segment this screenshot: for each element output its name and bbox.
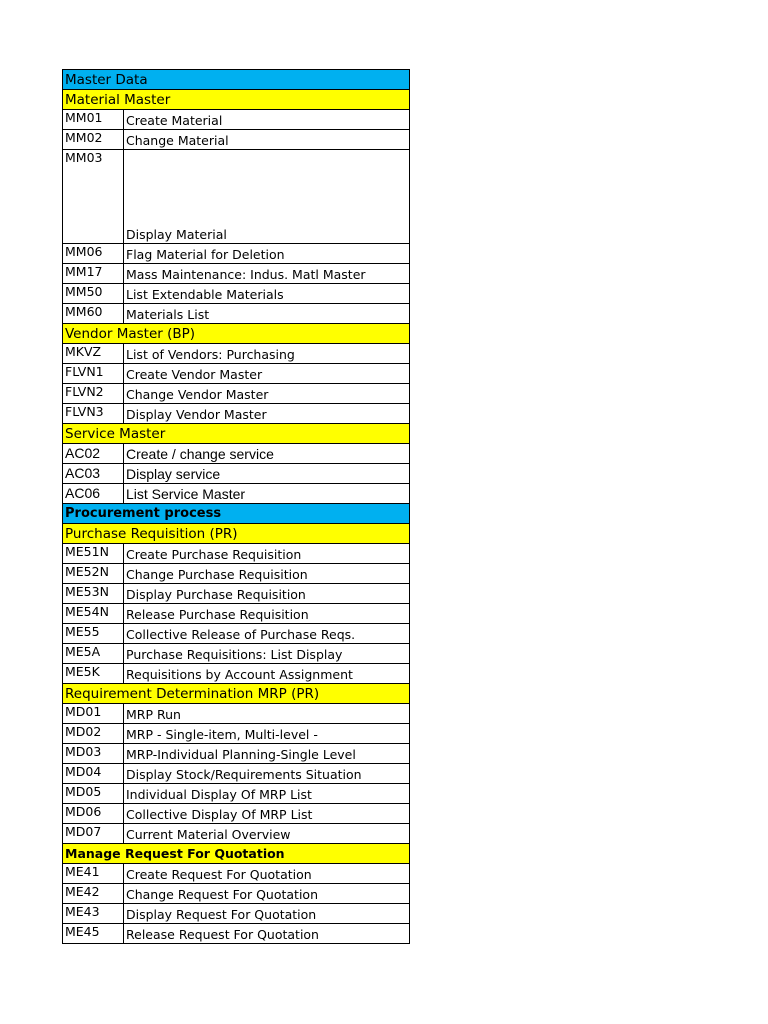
- description-cell: Create Request For Quotation: [124, 864, 410, 883]
- table-row: [63, 264, 410, 284]
- tcode-cell: MM06: [63, 244, 124, 263]
- section-vendor-master: [63, 324, 410, 344]
- section-label: Requirement Determination MRP (PR): [63, 684, 410, 703]
- tcode-cell: ME5A: [63, 644, 124, 663]
- tcode-cell: ME53N: [63, 584, 124, 603]
- description-cell: Change Material: [124, 130, 410, 149]
- tcode-cell: AC02: [63, 444, 124, 463]
- tcode-cell: MD01: [63, 704, 124, 723]
- description-cell: Mass Maintenance: Indus. Matl Master: [124, 264, 410, 283]
- table-row: [63, 364, 410, 384]
- header-procurement-process: [63, 504, 410, 524]
- description-cell: Change Request For Quotation: [124, 884, 410, 903]
- description-cell: List Service Master: [124, 484, 410, 503]
- tcode-cell: MD05: [63, 784, 124, 803]
- table-row: [63, 724, 410, 744]
- description-cell: Change Vendor Master: [124, 384, 410, 403]
- tcode-cell: MM03: [63, 150, 124, 243]
- description-cell: Change Purchase Requisition: [124, 564, 410, 583]
- description-cell: Release Request For Quotation: [124, 924, 410, 943]
- description-cell: Release Purchase Requisition: [124, 604, 410, 623]
- header-master-data: [63, 70, 410, 90]
- description-cell: Materials List: [124, 304, 410, 323]
- table-row: [63, 704, 410, 724]
- tcode-cell: MD04: [63, 764, 124, 783]
- tcode-cell: MM60: [63, 304, 124, 323]
- tcode-cell: ME51N: [63, 544, 124, 563]
- table-row: [63, 150, 410, 244]
- description-cell: Display Request For Quotation: [124, 904, 410, 923]
- table-row: [63, 544, 410, 564]
- table-row: [63, 304, 410, 324]
- description-cell: Requisitions by Account Assignment: [124, 664, 410, 683]
- description-cell: List Extendable Materials: [124, 284, 410, 303]
- tcode-cell: MM17: [63, 264, 124, 283]
- table-row: [63, 444, 410, 464]
- description-cell: Create / change service: [124, 444, 410, 463]
- description-cell: Display service: [124, 464, 410, 483]
- tcode-cell: ME52N: [63, 564, 124, 583]
- tcode-cell: ME45: [63, 924, 124, 943]
- table-row: [63, 924, 410, 944]
- table-row: [63, 644, 410, 664]
- table-row: [63, 130, 410, 150]
- table-row: [63, 884, 410, 904]
- table-row: [63, 784, 410, 804]
- tcode-cell: ME54N: [63, 604, 124, 623]
- section-material-master: [63, 90, 410, 110]
- tcode-cell: MD07: [63, 824, 124, 843]
- table-row: [63, 604, 410, 624]
- table-row: [63, 244, 410, 264]
- tcode-cell: MKVZ: [63, 344, 124, 363]
- tcode-cell: AC06: [63, 484, 124, 503]
- section-purchase-requisition: [63, 524, 410, 544]
- transaction-code-table: [62, 69, 410, 944]
- header-label: Procurement process: [63, 504, 410, 523]
- tcode-cell: ME55: [63, 624, 124, 643]
- table-row: [63, 464, 410, 484]
- description-cell: Create Purchase Requisition: [124, 544, 410, 563]
- tcode-cell: ME41: [63, 864, 124, 883]
- description-cell: Display Purchase Requisition: [124, 584, 410, 603]
- section-requirement-determination: [63, 684, 410, 704]
- description-cell: List of Vendors: Purchasing: [124, 344, 410, 363]
- description-cell: Individual Display Of MRP List: [124, 784, 410, 803]
- description-cell: Display Stock/Requirements Situation: [124, 764, 410, 783]
- table-row: [63, 804, 410, 824]
- section-label: Material Master: [63, 90, 410, 109]
- tcode-cell: MM50: [63, 284, 124, 303]
- section-request-for-quotation: [63, 844, 410, 864]
- description-cell: Display Material: [124, 150, 410, 243]
- description-cell: MRP-Individual Planning-Single Level: [124, 744, 410, 763]
- section-service-master: [63, 424, 410, 444]
- tcode-cell: AC03: [63, 464, 124, 483]
- table-row: [63, 344, 410, 364]
- section-label: Purchase Requisition (PR): [63, 524, 410, 543]
- description-cell: Create Material: [124, 110, 410, 129]
- tcode-cell: MM02: [63, 130, 124, 149]
- description-cell: Create Vendor Master: [124, 364, 410, 383]
- section-label: Manage Request For Quotation: [63, 844, 410, 863]
- tcode-cell: FLVN3: [63, 404, 124, 423]
- tcode-cell: FLVN2: [63, 384, 124, 403]
- description-cell: Collective Release of Purchase Reqs.: [124, 624, 410, 643]
- section-label: Service Master: [63, 424, 410, 443]
- description-cell: MRP Run: [124, 704, 410, 723]
- table-row: [63, 404, 410, 424]
- description-cell: Collective Display Of MRP List: [124, 804, 410, 823]
- tcode-cell: ME42: [63, 884, 124, 903]
- description-cell: Current Material Overview: [124, 824, 410, 843]
- header-label: Master Data: [63, 70, 410, 89]
- table-row: [63, 824, 410, 844]
- description-cell: Purchase Requisitions: List Display: [124, 644, 410, 663]
- description-cell: Display Vendor Master: [124, 404, 410, 423]
- description-cell: MRP - Single-item, Multi-level -: [124, 724, 410, 743]
- table-row: [63, 484, 410, 504]
- table-row: [63, 744, 410, 764]
- tcode-cell: MD02: [63, 724, 124, 743]
- description-cell: Flag Material for Deletion: [124, 244, 410, 263]
- table-row: [63, 904, 410, 924]
- table-row: [63, 584, 410, 604]
- table-row: [63, 864, 410, 884]
- table-row: [63, 624, 410, 644]
- tcode-cell: MD03: [63, 744, 124, 763]
- tcode-cell: MD06: [63, 804, 124, 823]
- tcode-cell: ME5K: [63, 664, 124, 683]
- table-row: [63, 284, 410, 304]
- tcode-cell: MM01: [63, 110, 124, 129]
- table-row: [63, 764, 410, 784]
- section-label: Vendor Master (BP): [63, 324, 410, 343]
- tcode-cell: ME43: [63, 904, 124, 923]
- table-row: [63, 384, 410, 404]
- table-row: [63, 110, 410, 130]
- table-row: [63, 564, 410, 584]
- table-row: [63, 664, 410, 684]
- tcode-cell: FLVN1: [63, 364, 124, 383]
